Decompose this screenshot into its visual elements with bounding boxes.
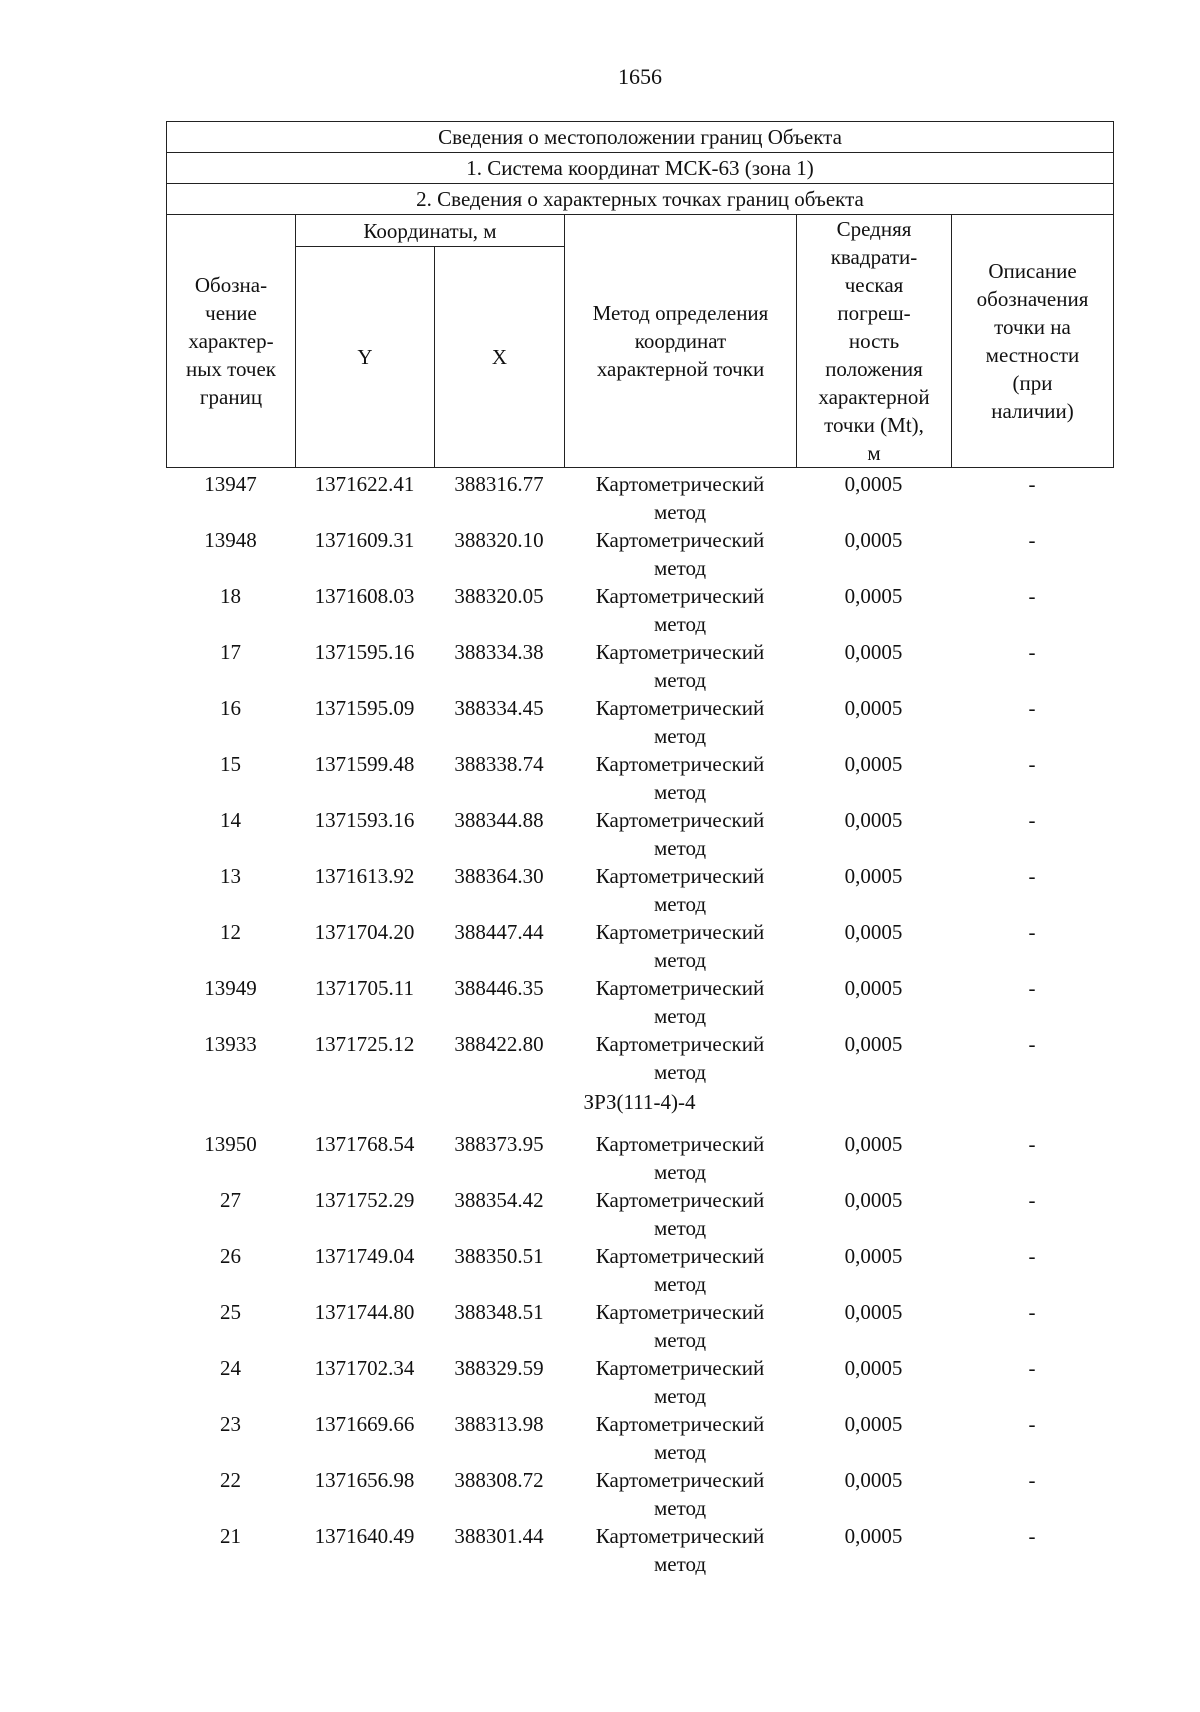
cell-point-description: - (1028, 528, 1036, 552)
table-row (166, 806, 1113, 862)
cell-mean-square-error: 0,0005 (844, 864, 903, 888)
cell-point-description: - (1028, 1412, 1036, 1436)
table-row (166, 638, 1113, 694)
cell-method: Картометрический метод (595, 1244, 765, 1296)
cell-coord-y: 1371705.11 (315, 976, 414, 1000)
section-label: ЗРЗ(111-4)-4 (583, 1090, 696, 1114)
cell-method: Картометрический метод (595, 752, 765, 804)
cell-point-number: 23 (220, 1412, 241, 1436)
cell-coord-x: 388344.88 (454, 808, 544, 832)
rows-group-b (166, 1130, 1113, 1578)
cell-coord-y: 1371752.29 (314, 1188, 415, 1212)
table-row (166, 1030, 1113, 1086)
cell-coord-x: 388329.59 (454, 1356, 544, 1380)
col-header-method: Метод определения координат характерной точки (565, 215, 797, 468)
cell-point-description: - (1028, 1244, 1036, 1268)
cell-mean-square-error: 0,0005 (844, 1032, 903, 1056)
cell-point-description: - (1028, 472, 1036, 496)
cell-mean-square-error: 0,0005 (844, 1244, 903, 1268)
cell-coord-y: 1371744.80 (314, 1300, 415, 1324)
cell-point-description: - (1028, 976, 1036, 1000)
cell-coord-y: 1371702.34 (314, 1356, 415, 1380)
table-row (166, 1130, 1113, 1186)
table-row (166, 694, 1113, 750)
cell-point-number: 14 (220, 808, 241, 832)
cell-method: Картометрический метод (595, 640, 765, 692)
cell-coord-y: 1371599.48 (314, 752, 415, 776)
cell-point-number: 25 (220, 1300, 241, 1324)
cell-point-number: 13949 (204, 976, 257, 1000)
cell-point-number: 13947 (204, 472, 257, 496)
cell-coord-x: 388313.98 (454, 1412, 544, 1436)
cell-point-number: 21 (220, 1524, 241, 1548)
cell-point-description: - (1028, 1300, 1036, 1324)
cell-coord-x: 388320.10 (454, 528, 544, 552)
cell-point-description: - (1028, 1132, 1036, 1156)
cell-point-number: 15 (220, 752, 241, 776)
cell-method: Картометрический метод (595, 1356, 765, 1408)
cell-coord-y: 1371608.03 (314, 584, 415, 608)
cell-method: Картометрический метод (595, 472, 765, 524)
cell-coord-x: 388334.38 (454, 640, 544, 664)
cell-coord-x: 388447.44 (454, 920, 544, 944)
table-row (166, 470, 1113, 526)
cell-coord-x: 388334.45 (454, 696, 544, 720)
cell-mean-square-error: 0,0005 (844, 528, 903, 552)
cell-method: Картометрический метод (595, 808, 765, 860)
cell-coord-y: 1371595.09 (314, 696, 415, 720)
coordinates-body-table (166, 470, 1113, 1578)
cell-mean-square-error: 0,0005 (844, 808, 903, 832)
cell-method: Картометрический метод (595, 1468, 765, 1520)
cell-mean-square-error: 0,0005 (844, 1300, 903, 1324)
cell-coord-y: 1371656.98 (314, 1468, 415, 1492)
cell-mean-square-error: 0,0005 (844, 1524, 903, 1548)
cell-coord-y: 1371704.20 (314, 920, 415, 944)
cell-method: Картометрический метод (595, 920, 765, 972)
cell-method: Картометрический метод (595, 1132, 765, 1184)
col-header-x: X (435, 247, 565, 468)
cell-method: Картометрический метод (595, 1188, 765, 1240)
cell-coord-x: 388320.05 (454, 584, 544, 608)
cell-point-description: - (1028, 584, 1036, 608)
cell-point-description: - (1028, 864, 1036, 888)
cell-coord-x: 388350.51 (454, 1244, 544, 1268)
cell-mean-square-error: 0,0005 (844, 1468, 903, 1492)
cell-method: Картометрический метод (595, 584, 765, 636)
cell-point-number: 17 (220, 640, 241, 664)
cell-point-description: - (1028, 1524, 1036, 1548)
cell-coord-x: 388348.51 (454, 1300, 544, 1324)
page-number: 1656 (618, 64, 662, 89)
cell-method: Картометрический метод (595, 976, 765, 1028)
col-header-error: Средняя квадрати- ческая погреш- ность положения характерной точки (Mt), м (797, 215, 952, 468)
cell-coord-y: 1371609.31 (314, 528, 415, 552)
cell-mean-square-error: 0,0005 (844, 976, 903, 1000)
cell-coord-y: 1371595.16 (314, 640, 415, 664)
cell-point-number: 12 (220, 920, 241, 944)
cell-method: Картометрический метод (595, 1524, 765, 1576)
cell-point-description: - (1028, 1468, 1036, 1492)
cell-method: Картометрический метод (595, 864, 765, 916)
cell-coord-y: 1371749.04 (314, 1244, 415, 1268)
table-row (166, 582, 1113, 638)
cell-coord-y: 1371613.92 (314, 864, 415, 888)
header-title: Сведения о местоположении границ Объекта (167, 122, 1114, 153)
cell-coord-x: 388338.74 (454, 752, 544, 776)
cell-method: Картометрический метод (595, 1300, 765, 1352)
rows-group-a (166, 470, 1113, 1086)
cell-coord-x: 388301.44 (454, 1524, 544, 1548)
cell-point-number: 22 (220, 1468, 241, 1492)
table-row (166, 526, 1113, 582)
cell-coord-x: 388354.42 (454, 1188, 544, 1212)
table-row (166, 1466, 1113, 1522)
cell-point-description: - (1028, 808, 1036, 832)
cell-point-number: 13948 (204, 528, 257, 552)
cell-coord-y: 1371593.16 (314, 808, 415, 832)
table-row (166, 1410, 1113, 1466)
cell-mean-square-error: 0,0005 (844, 472, 903, 496)
cell-coord-x: 388446.35 (454, 976, 544, 1000)
cell-point-description: - (1028, 696, 1036, 720)
cell-point-number: 26 (220, 1244, 241, 1268)
header-coordinate-system: 1. Система координат МСК-63 (зона 1) (167, 153, 1114, 184)
cell-coord-y: 1371768.54 (314, 1132, 415, 1156)
cell-method: Картометрический метод (595, 1412, 765, 1464)
table-row (166, 1242, 1113, 1298)
table-row (166, 862, 1113, 918)
cell-mean-square-error: 0,0005 (844, 1188, 903, 1212)
cell-coord-y: 1371622.41 (314, 472, 415, 496)
cell-coord-x: 388316.77 (454, 472, 544, 496)
table-row (166, 1354, 1113, 1410)
cell-mean-square-error: 0,0005 (844, 696, 903, 720)
cell-point-description: - (1028, 640, 1036, 664)
cell-coord-y: 1371640.49 (314, 1524, 415, 1548)
cell-coord-x: 388373.95 (454, 1132, 544, 1156)
table-row (166, 750, 1113, 806)
cell-coord-y: 1371669.66 (314, 1412, 415, 1436)
cell-point-number: 16 (220, 696, 241, 720)
cell-point-description: - (1028, 920, 1036, 944)
cell-point-number: 13 (220, 864, 241, 888)
cell-point-description: - (1028, 1356, 1036, 1380)
cell-point-number: 13950 (204, 1132, 257, 1156)
cell-point-description: - (1028, 1188, 1036, 1212)
cell-point-number: 24 (220, 1356, 241, 1380)
table-row (166, 1298, 1113, 1354)
cell-mean-square-error: 0,0005 (844, 1132, 903, 1156)
table-row (166, 974, 1113, 1030)
cell-mean-square-error: 0,0005 (844, 920, 903, 944)
cell-coord-y: 1371725.12 (314, 1032, 415, 1056)
cell-mean-square-error: 0,0005 (844, 1412, 903, 1436)
cell-point-description: - (1028, 752, 1036, 776)
col-header-coordinates: Координаты, м (296, 215, 565, 247)
cell-mean-square-error: 0,0005 (844, 584, 903, 608)
cell-point-number: 18 (220, 584, 241, 608)
table-row (166, 918, 1113, 974)
cell-mean-square-error: 0,0005 (844, 1356, 903, 1380)
cell-coord-x: 388364.30 (454, 864, 544, 888)
table-row (166, 1522, 1113, 1578)
col-header-y: Y (296, 247, 435, 468)
table-row (166, 1186, 1113, 1242)
cell-mean-square-error: 0,0005 (844, 640, 903, 664)
cell-mean-square-error: 0,0005 (844, 752, 903, 776)
cell-method: Картометрический метод (595, 1032, 765, 1084)
header-points-title: 2. Сведения о характерных точках границ объекта (167, 184, 1114, 215)
cell-coord-x: 388308.72 (454, 1468, 544, 1492)
col-header-description: Описание обозначения точки на местности (при наличии) (952, 215, 1114, 468)
cell-method: Картометрический метод (595, 696, 765, 748)
col-header-designation: Обозна- чение характер- ных точек границ (167, 215, 296, 468)
cell-point-number: 27 (220, 1188, 241, 1212)
cell-coord-x: 388422.80 (454, 1032, 544, 1056)
cell-method: Картометрический метод (595, 528, 765, 580)
cell-point-description: - (1028, 1032, 1036, 1056)
cell-point-number: 13933 (204, 1032, 257, 1056)
coordinates-header-table (166, 121, 1114, 468)
